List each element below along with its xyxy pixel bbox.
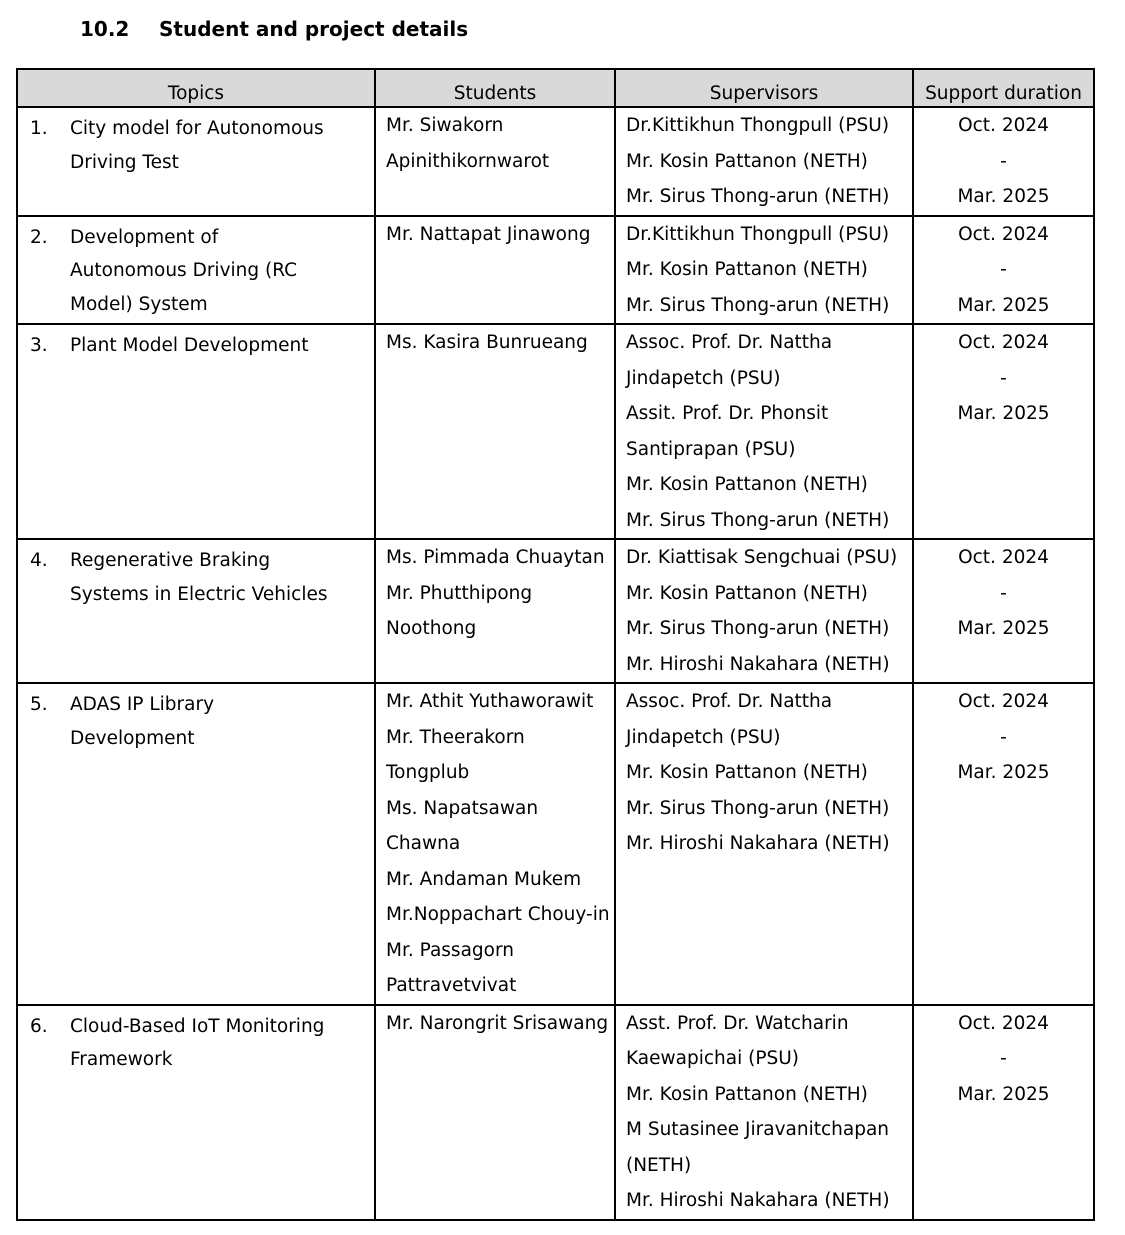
student-line: Mr.Noppachart Chouy-in [386, 904, 610, 925]
topic-number: 2. [30, 226, 48, 248]
duration-line: Mar. 2025 [957, 186, 1050, 207]
table-row [17, 107, 1094, 216]
student-line: Mr. Passagorn [386, 939, 514, 961]
student-cell [375, 324, 615, 539]
duration-line: Oct. 2024 [958, 691, 1049, 712]
student-line: Pattravetvivat [386, 975, 517, 996]
student-line: Mr. Andaman Mukem [386, 868, 582, 890]
student-line: Mr. Nattapat Jinawong [386, 223, 591, 245]
supervisor-line: Mr. Kosin Pattanon (NETH) [626, 1083, 868, 1105]
duration-cell [913, 216, 1094, 325]
supervisor-line: Mr. Sirus Thong-arun (NETH) [626, 294, 890, 316]
topic-text: Cloud-Based IoT Monitoring [70, 1015, 325, 1037]
duration-line: Oct. 2024 [958, 1012, 1049, 1034]
duration-line: Mar. 2025 [957, 618, 1050, 639]
topic-number: 6. [30, 1015, 48, 1037]
supervisor-line: Santiprapan (PSU) [626, 438, 796, 460]
supervisor-line: Mr. Hiroshi Nakahara (NETH) [626, 1190, 890, 1211]
topic-text: ADAS IP Library [70, 694, 215, 715]
duration-line: - [1000, 150, 1007, 172]
supervisor-line: Kaewapichai (PSU) [626, 1048, 800, 1069]
student-line: Apinithikornwarot [386, 150, 550, 172]
topic-cell [17, 216, 375, 325]
supervisor-line: Mr. Sirus Thong-arun (NETH) [626, 509, 890, 531]
student-line: Mr. Phutthipong [386, 582, 533, 604]
topic-text: Systems in Electric Vehicles [70, 583, 328, 605]
supervisor-line: Assoc. Prof. Dr. Nattha [626, 691, 833, 712]
supervisor-line: Mr. Sirus Thong-arun (NETH) [626, 186, 890, 207]
supervisor-cell [615, 539, 913, 683]
topic-text: Regenerative Braking [70, 550, 271, 571]
supervisor-line: Dr. Kiattisak Sengchuai (PSU) [626, 547, 898, 568]
duration-line: Mar. 2025 [957, 1083, 1050, 1105]
student-line: Chawna [386, 833, 461, 854]
table-row [17, 683, 1094, 1005]
topic-cell [17, 683, 375, 1005]
student-line: Mr. Narongrit Srisawang [386, 1012, 609, 1034]
duration-line: Mar. 2025 [957, 294, 1050, 316]
project-details-table [16, 68, 1095, 1221]
table-row [17, 216, 1094, 325]
topic-text: Framework [70, 1049, 173, 1070]
topic-cell [17, 539, 375, 683]
supervisor-cell [615, 107, 913, 216]
supervisor-line: Mr. Sirus Thong-arun (NETH) [626, 618, 890, 639]
student-cell [375, 107, 615, 216]
header-students: Students [375, 69, 615, 107]
duration-line: Oct. 2024 [958, 223, 1049, 245]
supervisor-cell [615, 1005, 913, 1220]
duration-cell [913, 107, 1094, 216]
table-row [17, 324, 1094, 539]
topic-cell [17, 324, 375, 539]
topic-text: Development [70, 727, 195, 749]
supervisor-line: Mr. Kosin Pattanon (NETH) [626, 474, 868, 495]
supervisor-line: Mr. Sirus Thong-arun (NETH) [626, 797, 890, 819]
duration-line: - [1000, 726, 1007, 748]
supervisor-line: Assoc. Prof. Dr. Nattha [626, 332, 833, 353]
supervisor-cell [615, 216, 913, 325]
supervisor-line: Mr. Kosin Pattanon (NETH) [626, 150, 868, 172]
topic-number: 1. [30, 118, 48, 139]
table-row [17, 539, 1094, 683]
topic-text: Development of [70, 226, 219, 248]
student-cell [375, 539, 615, 683]
duration-line: Oct. 2024 [958, 332, 1049, 353]
supervisor-line: Jindapetch (PSU) [626, 726, 781, 748]
duration-line: - [1000, 367, 1007, 389]
student-line: Mr. Athit Yuthaworawit [386, 691, 594, 712]
section-heading [80, 14, 468, 44]
duration-cell [913, 1005, 1094, 1220]
header-topics: Topics [17, 69, 375, 107]
duration-line: Mar. 2025 [957, 762, 1050, 783]
student-line: Mr. Siwakorn [386, 115, 504, 136]
student-line: Ms. Napatsawan [386, 797, 539, 819]
topic-text: Driving Test [70, 151, 179, 173]
supervisor-line: Mr. Hiroshi Nakahara (NETH) [626, 653, 890, 675]
topic-cell [17, 107, 375, 216]
topic-text: Autonomous Driving (RC [70, 260, 298, 281]
supervisor-line: Asst. Prof. Dr. Watcharin [626, 1012, 849, 1034]
supervisor-line: Assit. Prof. Dr. Phonsit [626, 403, 829, 424]
student-line: Tongplub [386, 762, 470, 783]
duration-line: - [1000, 582, 1007, 604]
topic-number: 4. [30, 550, 48, 571]
topic-text: City model for Autonomous [70, 118, 324, 139]
supervisor-cell [615, 683, 913, 1005]
section-title: Student and project details [159, 17, 469, 41]
header-supervisors: Supervisors [615, 69, 913, 107]
header-support-duration: Support duration [913, 69, 1094, 107]
topic-text: Model) System [70, 293, 208, 315]
supervisor-line: Mr. Kosin Pattanon (NETH) [626, 582, 868, 604]
supervisor-line: Jindapetch (PSU) [626, 367, 781, 389]
table-header-row [17, 69, 1094, 107]
table-row [17, 1005, 1094, 1220]
duration-line: Oct. 2024 [958, 115, 1049, 136]
student-line: Ms. Pimmada Chuaytan [386, 547, 605, 568]
student-line: Noothong [386, 618, 477, 639]
student-cell [375, 1005, 615, 1220]
duration-line: - [1000, 259, 1007, 280]
duration-cell [913, 539, 1094, 683]
duration-cell [913, 324, 1094, 539]
duration-line: Oct. 2024 [958, 547, 1049, 568]
supervisor-line: Dr.Kittikhun Thongpull (PSU) [626, 223, 890, 245]
duration-cell [913, 683, 1094, 1005]
student-line: Mr. Theerakorn [386, 726, 525, 748]
student-line: Ms. Kasira Bunrueang [386, 332, 588, 353]
topic-number: 5. [30, 694, 48, 715]
topic-cell [17, 1005, 375, 1220]
duration-line: Mar. 2025 [957, 403, 1050, 424]
topic-text: Plant Model Development [70, 335, 309, 356]
supervisor-line: M Sutasinee Jiravanitchapan [626, 1119, 890, 1140]
duration-line: - [1000, 1048, 1007, 1069]
student-cell [375, 216, 615, 325]
supervisor-line: (NETH) [626, 1154, 692, 1176]
supervisor-line: Mr. Kosin Pattanon (NETH) [626, 762, 868, 783]
topic-number: 3. [30, 335, 48, 356]
supervisor-line: Dr.Kittikhun Thongpull (PSU) [626, 115, 890, 136]
supervisor-cell [615, 324, 913, 539]
section-number: 10.2 [80, 17, 130, 41]
supervisor-line: Mr. Hiroshi Nakahara (NETH) [626, 833, 890, 854]
supervisor-line: Mr. Kosin Pattanon (NETH) [626, 259, 868, 280]
student-cell [375, 683, 615, 1005]
